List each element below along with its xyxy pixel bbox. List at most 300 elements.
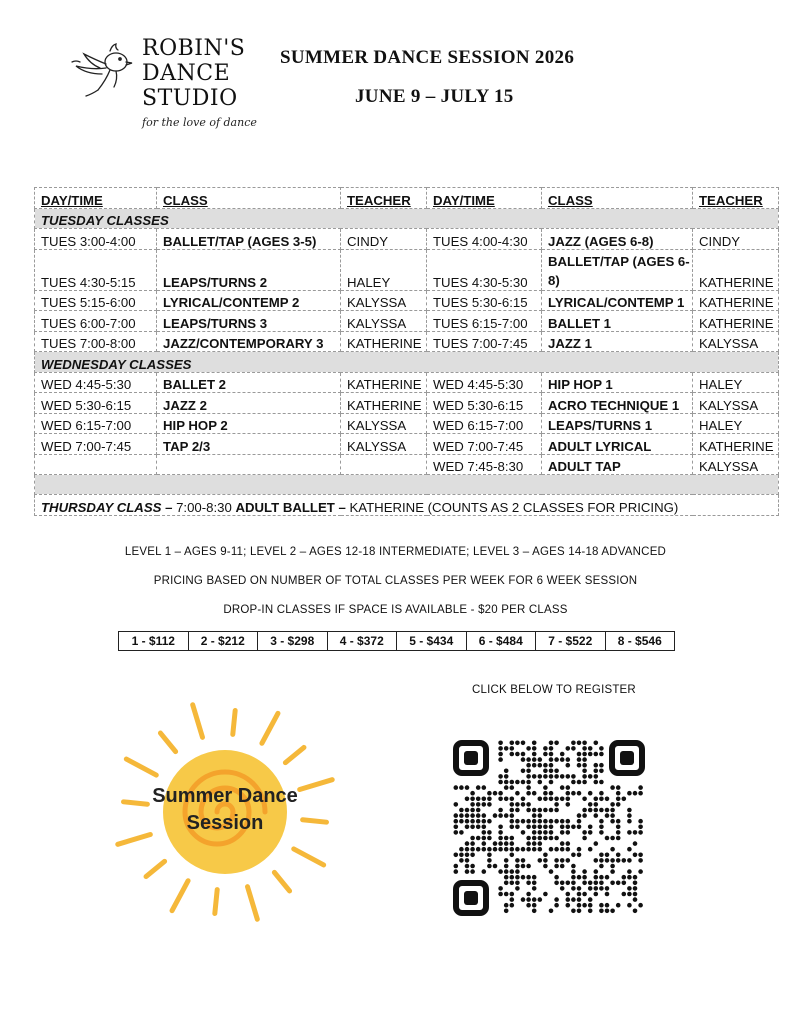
qr-dot: [599, 881, 604, 886]
qr-dot: [571, 774, 576, 779]
teacher: KATHERINE: [693, 311, 779, 332]
qr-dot: [470, 853, 475, 858]
qr-dot: [554, 864, 559, 869]
qr-dot: [571, 869, 576, 874]
qr-dot: [616, 853, 621, 858]
qr-dot: [610, 819, 615, 824]
qr-dot: [515, 881, 520, 886]
qr-dot: [532, 808, 537, 813]
qr-dot: [510, 741, 515, 746]
spacer-cell: [35, 475, 779, 495]
sun-ray: [274, 872, 289, 891]
qr-dot: [554, 881, 559, 886]
studio-name: [142, 36, 245, 111]
qr-dot: [515, 802, 520, 807]
qr-dot: [482, 813, 487, 818]
qr-dot: [538, 841, 543, 846]
qr-dot: [532, 752, 537, 757]
qr-dot: [594, 780, 599, 785]
qr-dot: [582, 780, 587, 785]
qr-dot: [549, 797, 554, 802]
qr-dot: [510, 881, 515, 886]
qr-dot: [616, 836, 621, 841]
sun-ray: [215, 890, 217, 914]
day-time: WED 4:45-5:30: [35, 372, 157, 393]
qr-dot: [532, 897, 537, 902]
qr-dot: [560, 785, 565, 790]
qr-dot: [566, 791, 571, 796]
qr-dot: [616, 797, 621, 802]
qr-dot: [526, 825, 531, 830]
qr-dot: [594, 875, 599, 880]
qr-dot: [566, 903, 571, 908]
qr-dot: [627, 892, 632, 897]
qr-dot: [470, 791, 475, 796]
thursday-label: THURSDAY CLASS –: [41, 499, 173, 515]
qr-dot: [510, 825, 515, 830]
qr-dot: [549, 847, 554, 852]
qr-dot: [605, 797, 610, 802]
qr-dot: [560, 752, 565, 757]
qr-dot: [510, 813, 515, 818]
qr-dot: [610, 881, 615, 886]
sun-ray: [193, 705, 203, 738]
qr-dot: [470, 841, 475, 846]
qr-dot: [610, 785, 615, 790]
thursday-row: [35, 495, 779, 516]
qr-dot: [560, 797, 565, 802]
class-name: HIP HOP 2: [157, 413, 341, 434]
studio-name-line: ROBIN'S: [142, 36, 246, 61]
qr-dot: [543, 864, 548, 869]
qr-dot: [627, 886, 632, 891]
qr-dot: [599, 746, 604, 751]
qr-dot: [571, 746, 576, 751]
qr-finder-center: [464, 891, 478, 905]
qr-dot: [571, 864, 576, 869]
class-name: TAP 2/3: [157, 434, 341, 455]
qr-dot: [504, 841, 509, 846]
qr-dot: [454, 785, 459, 790]
qr-dot: [521, 830, 526, 835]
qr-dot: [616, 830, 621, 835]
qr-dot: [616, 825, 621, 830]
qr-dot: [605, 875, 610, 880]
qr-dot: [633, 875, 638, 880]
qr-dot: [526, 836, 531, 841]
qr-dot: [560, 830, 565, 835]
qr-dot: [543, 785, 548, 790]
qr-dot: [605, 903, 610, 908]
qr-dot: [532, 774, 537, 779]
price-cell: 6 - $484: [466, 632, 536, 651]
qr-dot: [470, 836, 475, 841]
qr-dot: [504, 836, 509, 841]
qr-dot: [577, 847, 582, 852]
section-label: WEDNESDAY CLASSES: [35, 352, 779, 373]
qr-dot: [498, 825, 503, 830]
qr-dot: [470, 869, 475, 874]
qr-dot: [571, 886, 576, 891]
class-name: LYRICAL/CONTEMP 2: [157, 290, 341, 311]
qr-dot: [538, 808, 543, 813]
qr-dot: [560, 757, 565, 762]
qr-dot: [498, 746, 503, 751]
qr-dot: [532, 886, 537, 891]
qr-dot: [594, 802, 599, 807]
qr-dot: [532, 881, 537, 886]
qr-dot: [599, 797, 604, 802]
studio-tagline: for the love of dance: [142, 116, 257, 129]
qr-dot: [532, 841, 537, 846]
qr-dot: [504, 858, 509, 863]
qr-dot: [554, 757, 559, 762]
qr-dot: [454, 825, 459, 830]
qr-dot: [627, 903, 632, 908]
qr-dot: [504, 847, 509, 852]
qr-dot: [498, 830, 503, 835]
qr-dot: [549, 819, 554, 824]
qr-dot: [599, 780, 604, 785]
qr-dot: [515, 825, 520, 830]
column-header: DAY/TIME: [427, 188, 542, 209]
qr-dot: [560, 864, 565, 869]
qr-dot: [588, 752, 593, 757]
qr-dot: [476, 825, 481, 830]
qr-dot: [549, 825, 554, 830]
qr-dot: [594, 808, 599, 813]
qr-dot: [554, 802, 559, 807]
qr-dot: [599, 769, 604, 774]
qr-dot: [504, 813, 509, 818]
qr-dot: [465, 858, 470, 863]
qr-dot: [549, 836, 554, 841]
qr-dot: [588, 830, 593, 835]
qr-dot: [554, 808, 559, 813]
qr-dot: [543, 763, 548, 768]
qr-dot: [633, 791, 638, 796]
qr-dot: [470, 825, 475, 830]
qr-dot: [538, 780, 543, 785]
qr-dot: [470, 819, 475, 824]
qr-dot: [549, 741, 554, 746]
qr-dot: [526, 841, 531, 846]
qr-dot: [594, 752, 599, 757]
qr-dot: [476, 785, 481, 790]
qr-dot: [549, 791, 554, 796]
qr-dot: [610, 808, 615, 813]
qr-dot: [538, 825, 543, 830]
qr-dot: [454, 869, 459, 874]
class-name: LEAPS/TURNS 3: [157, 311, 341, 332]
qr-dot: [616, 785, 621, 790]
qr-dot: [549, 752, 554, 757]
sun-ray: [233, 711, 235, 735]
qr-dot: [605, 808, 610, 813]
qr-dot: [487, 864, 492, 869]
qr-dot: [538, 774, 543, 779]
qr-dot: [532, 763, 537, 768]
sun-text-line: Summer Dance: [152, 785, 298, 807]
class-name: LYRICAL/CONTEMP 1: [542, 290, 693, 311]
qr-dot: [588, 909, 593, 914]
qr-dot: [487, 836, 492, 841]
qr-dot: [526, 892, 531, 897]
qr-dot: [560, 819, 565, 824]
qr-dot: [566, 785, 571, 790]
qr-dot: [627, 808, 632, 813]
qr-dot: [599, 791, 604, 796]
qr-dot: [476, 836, 481, 841]
qr-dot: [543, 808, 548, 813]
qr-dot: [470, 802, 475, 807]
qr-dot: [543, 819, 548, 824]
class-name: JAZZ 1: [542, 331, 693, 352]
price-cell: 7 - $522: [536, 632, 606, 651]
class-name: ACRO TECHNIQUE 1: [542, 393, 693, 414]
qr-dot: [633, 909, 638, 914]
qr-dot: [582, 875, 587, 880]
day-time: WED 5:30-6:15: [35, 393, 157, 414]
qr-dot: [510, 808, 515, 813]
qr-dot: [594, 774, 599, 779]
qr-dot: [498, 841, 503, 846]
qr-dot: [521, 757, 526, 762]
qr-dot: [538, 763, 543, 768]
day-time: WED 6:15-7:00: [35, 413, 157, 434]
qr-dot: [521, 819, 526, 824]
qr-dot: [599, 909, 604, 914]
column-header: TEACHER: [341, 188, 427, 209]
qr-dot: [599, 819, 604, 824]
drop-in-note: DROP-IN CLASSES IF SPACE IS AVAILABLE - $20 PER CLASS: [223, 604, 568, 616]
teacher: KATHERINE: [341, 372, 427, 393]
qr-dot: [566, 774, 571, 779]
price-cell: 1 - $112: [119, 632, 189, 651]
qr-dot: [638, 869, 643, 874]
qr-dot: [571, 909, 576, 914]
qr-dot: [504, 903, 509, 908]
qr-dot: [549, 774, 554, 779]
qr-dot: [549, 769, 554, 774]
qr-dot: [566, 825, 571, 830]
qr-dot: [588, 808, 593, 813]
qr-dot: [476, 847, 481, 852]
qr-dot: [577, 897, 582, 902]
column-header: TEACHER: [693, 188, 779, 209]
table-row: [35, 311, 779, 332]
qr-dot: [638, 858, 643, 863]
qr-dot: [588, 847, 593, 852]
qr-dot: [493, 841, 498, 846]
teacher: KATHERINE: [693, 290, 779, 311]
class-name: JAZZ/CONTEMPORARY 3: [157, 331, 341, 352]
qr-dot: [459, 830, 464, 835]
qr-dot: [599, 763, 604, 768]
qr-dot: [526, 769, 531, 774]
qr-dot: [610, 813, 615, 818]
qr-dot: [504, 869, 509, 874]
day-time: WED 5:30-6:15: [427, 393, 542, 414]
sun-text: [95, 783, 355, 837]
day-time: WED 7:45-8:30: [427, 454, 542, 475]
qr-dot: [566, 763, 571, 768]
column-header: CLASS: [157, 188, 341, 209]
qr-dot: [526, 903, 531, 908]
qr-dot: [627, 813, 632, 818]
studio-name-line: STUDIO: [142, 86, 238, 111]
qr-dot: [498, 869, 503, 874]
qr-dot: [571, 825, 576, 830]
qr-dot: [521, 875, 526, 880]
qr-dot: [498, 797, 503, 802]
sun-ray: [294, 849, 324, 865]
qr-dot: [526, 875, 531, 880]
qr-dot: [588, 791, 593, 796]
qr-dot: [504, 769, 509, 774]
qr-dot: [588, 881, 593, 886]
qr-dot: [627, 847, 632, 852]
qr-dot: [526, 746, 531, 751]
day-time: WED 6:15-7:00: [427, 413, 542, 434]
qr-dot: [504, 797, 509, 802]
qr-dot: [577, 909, 582, 914]
qr-dot: [487, 830, 492, 835]
teacher: KATHERINE: [341, 393, 427, 414]
teacher: KALYSSA: [341, 434, 427, 455]
qr-dot: [504, 780, 509, 785]
qr-dot: [571, 780, 576, 785]
teacher: CINDY: [693, 229, 779, 250]
qr-dot: [588, 802, 593, 807]
qr-dot: [476, 797, 481, 802]
qr-dot: [594, 763, 599, 768]
qr-dot: [470, 864, 475, 869]
qr-dot: [538, 757, 543, 762]
qr-dot: [543, 774, 548, 779]
qr-dot: [504, 746, 509, 751]
studio-logo: [66, 36, 266, 136]
qr-dot: [622, 858, 627, 863]
qr-dot: [610, 864, 615, 869]
teacher: KALYSSA: [693, 331, 779, 352]
qr-dot: [582, 836, 587, 841]
qr-dot: [549, 757, 554, 762]
qr-dot: [498, 892, 503, 897]
qr-dot: [510, 853, 515, 858]
qr-dot: [465, 819, 470, 824]
qr-dot: [510, 841, 515, 846]
qr-dot: [459, 785, 464, 790]
qr-dot: [599, 886, 604, 891]
qr-dot: [543, 853, 548, 858]
qr-dot: [465, 813, 470, 818]
qr-dot: [498, 774, 503, 779]
qr-dot: [560, 881, 565, 886]
day-time: TUES 6:00-7:00: [35, 311, 157, 332]
qr-dot: [532, 791, 537, 796]
qr-dot: [605, 853, 610, 858]
day-time: TUES 3:00-4:00: [35, 229, 157, 250]
qr-dot: [582, 903, 587, 908]
qr-dot: [594, 886, 599, 891]
qr-dot: [521, 897, 526, 902]
qr-dot: [538, 830, 543, 835]
qr-dot: [526, 802, 531, 807]
qr-dot: [605, 892, 610, 897]
qr-dot: [566, 746, 571, 751]
qr-dot: [571, 881, 576, 886]
qr-dot: [493, 813, 498, 818]
qr-dot: [498, 808, 503, 813]
qr-dot: [554, 769, 559, 774]
thursday-class-cell: [35, 495, 779, 516]
day-time: WED 7:00-7:45: [35, 434, 157, 455]
price-cell: 3 - $298: [258, 632, 328, 651]
day-time: TUES 4:00-4:30: [427, 229, 542, 250]
qr-dot: [571, 897, 576, 902]
qr-dot: [510, 785, 515, 790]
spacer-row: [35, 475, 779, 495]
qr-dot: [566, 797, 571, 802]
qr-dot: [498, 836, 503, 841]
qr-dot: [543, 858, 548, 863]
qr-dot: [610, 858, 615, 863]
qr-dot: [487, 819, 492, 824]
sun-ray: [126, 759, 156, 775]
qr-dot: [622, 881, 627, 886]
qr-dot: [515, 847, 520, 852]
qr-dot: [465, 808, 470, 813]
qr-dot: [526, 881, 531, 886]
qr-dot: [554, 741, 559, 746]
day-time: TUES 6:15-7:00: [427, 311, 542, 332]
qr-dot: [605, 858, 610, 863]
qr-dot: [510, 752, 515, 757]
table-row: [35, 372, 779, 393]
summer-sun-graphic: [95, 680, 355, 940]
qr-dot: [465, 785, 470, 790]
class-name: BALLET/TAP (AGES 6-8): [542, 249, 693, 290]
qr-dot: [638, 853, 643, 858]
sun-text-line: Session: [186, 812, 264, 834]
section-label: TUESDAY CLASSES: [35, 208, 779, 229]
qr-dot: [582, 763, 587, 768]
qr-dot: [510, 897, 515, 902]
qr-dot: [498, 757, 503, 762]
qr-dot: [487, 847, 492, 852]
day-time: WED 7:00-7:45: [427, 434, 542, 455]
qr-code-icon[interactable]: [453, 740, 645, 916]
qr-dot: [482, 819, 487, 824]
qr-dot: [566, 847, 571, 852]
qr-dot: [594, 892, 599, 897]
qr-dot: [454, 853, 459, 858]
qr-dot: [470, 808, 475, 813]
price-cell: 2 - $212: [188, 632, 258, 651]
qr-dot: [538, 813, 543, 818]
class-name: BALLET 2: [157, 372, 341, 393]
qr-dot: [532, 847, 537, 852]
qr-dot: [560, 847, 565, 852]
qr-dot: [521, 741, 526, 746]
qr-dot: [599, 864, 604, 869]
table-row: [35, 413, 779, 434]
sun-ray: [285, 747, 304, 762]
qr-dot: [582, 892, 587, 897]
qr-finder-center: [620, 751, 634, 765]
teacher: KALYSSA: [341, 311, 427, 332]
